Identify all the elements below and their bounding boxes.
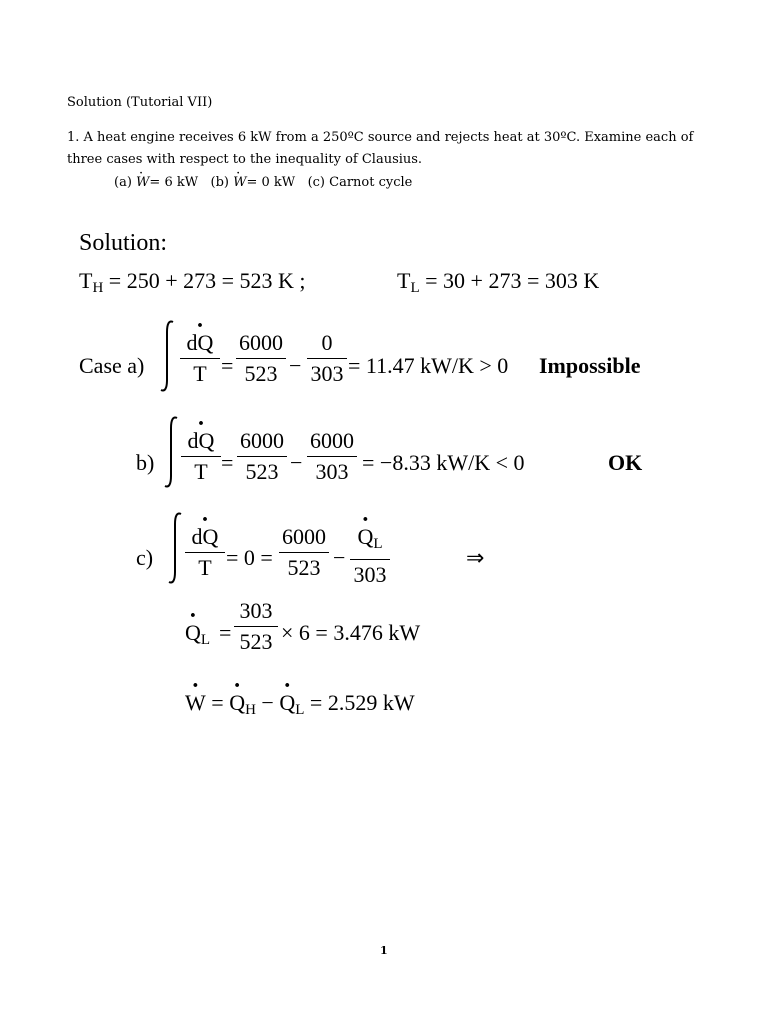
work-equation	[185, 690, 415, 719]
qh-dot-symbol: · Q	[229, 690, 245, 716]
case-b-fraction-1	[237, 428, 287, 485]
ql-symbol-group	[185, 620, 210, 649]
numerator: 6000	[239, 330, 283, 355]
denominator: 303	[310, 361, 344, 386]
tl-equation	[397, 268, 599, 297]
case-b-result: = −8.33 kW/K < 0	[362, 450, 525, 475]
case-c-fraction-1	[279, 524, 329, 581]
case-c-fraction-2	[350, 524, 390, 588]
th-equation	[79, 268, 306, 297]
ql-dot-symbol: · Q	[185, 620, 201, 646]
qh-subscript: H	[245, 702, 256, 718]
minus-sign: −	[289, 353, 302, 378]
work-result: = 2.529 kW	[304, 690, 415, 715]
case-c-label: c)	[136, 545, 154, 570]
numerator: 6000	[240, 428, 284, 453]
case-b-lhs-fraction	[181, 428, 221, 485]
ql-subscript: L	[295, 702, 305, 718]
cases-line	[114, 175, 412, 190]
numerator: 303	[239, 598, 273, 623]
case-a-result: = 11.47 kW/K > 0	[348, 353, 509, 378]
ql-result: × 6 = 3.476 kW	[281, 620, 421, 645]
ql-fraction	[234, 598, 278, 655]
ql-dot-symbol: · Q	[279, 690, 295, 716]
w-dot-symbol: · W	[185, 690, 206, 716]
lhs-denominator: T	[193, 361, 207, 386]
dq-dot-numerator: · dQ	[187, 330, 214, 356]
denominator: 523	[239, 629, 273, 654]
th-subscript: H	[92, 280, 104, 296]
integral-icon	[160, 414, 182, 490]
problem-line-2: three cases with respect to the inequality of Clausius.	[67, 152, 423, 167]
equals-sign: =	[221, 450, 234, 475]
th-value: = 250 + 273 = 523 K ;	[103, 268, 306, 293]
equals-sign: =	[219, 620, 232, 645]
integral-icon	[156, 318, 178, 394]
case-b-label: b)	[136, 450, 155, 475]
ql-subscript: L	[200, 632, 211, 648]
denominator: 523	[244, 361, 278, 386]
case-b-fraction-2	[307, 428, 357, 485]
case-b-value: = 0 kW	[246, 175, 296, 190]
work-rate-symbol: · W	[233, 175, 246, 190]
th-symbol: T	[79, 268, 93, 293]
minus-sign: −	[255, 690, 280, 715]
denominator: 523	[287, 555, 321, 580]
case-c-text: (c) Carnot cycle	[307, 175, 413, 190]
equals-sign: =	[221, 353, 234, 378]
numerator: 6000	[282, 524, 326, 549]
work-rate-symbol: · W	[136, 175, 149, 190]
equals-sign: =	[205, 690, 230, 715]
denominator: 303	[353, 562, 387, 587]
ql-dot-symbol: · Q	[357, 524, 373, 550]
case-a-prefix: (a)	[114, 175, 132, 190]
numerator: 0	[321, 330, 333, 355]
lhs-denominator: T	[194, 459, 208, 484]
dq-dot-numerator: · dQ	[192, 524, 219, 550]
case-c-lhs-fraction	[185, 524, 225, 581]
case-a-value: = 6 kW	[149, 175, 199, 190]
case-a-fraction-1	[236, 330, 286, 387]
problem-line-1: 1. A heat engine receives 6 kW from a 250ºC source and rejects heat at 30ºC. Examine each of	[67, 130, 694, 145]
case-b-prefix: (b)	[210, 175, 229, 190]
lhs-denominator: T	[198, 555, 212, 580]
dq-dot-numerator: · dQ	[188, 428, 215, 454]
case-a-fraction-2	[307, 330, 347, 387]
denominator: 523	[245, 459, 279, 484]
integral-icon	[164, 510, 186, 586]
case-a-verdict: Impossible	[539, 353, 641, 378]
implies-arrow-icon: ⇒	[466, 545, 485, 570]
case-a-lhs-fraction	[180, 330, 220, 387]
minus-sign: −	[333, 545, 346, 570]
ql-subscript: L	[373, 536, 383, 552]
tl-symbol: T	[397, 268, 411, 293]
denominator: 303	[315, 459, 349, 484]
case-a-label: Case a)	[79, 353, 145, 378]
solution-heading: Solution:	[79, 230, 168, 256]
minus-sign: −	[290, 450, 303, 475]
numerator: 6000	[310, 428, 354, 453]
case-b-verdict: OK	[608, 450, 643, 475]
equals-zero: = 0 =	[226, 545, 273, 570]
page-number: 1	[380, 944, 388, 957]
tl-value: = 30 + 273 = 303 K	[419, 268, 600, 293]
tl-subscript: L	[410, 280, 420, 296]
tutorial-title: Solution (Tutorial VII)	[67, 95, 213, 110]
